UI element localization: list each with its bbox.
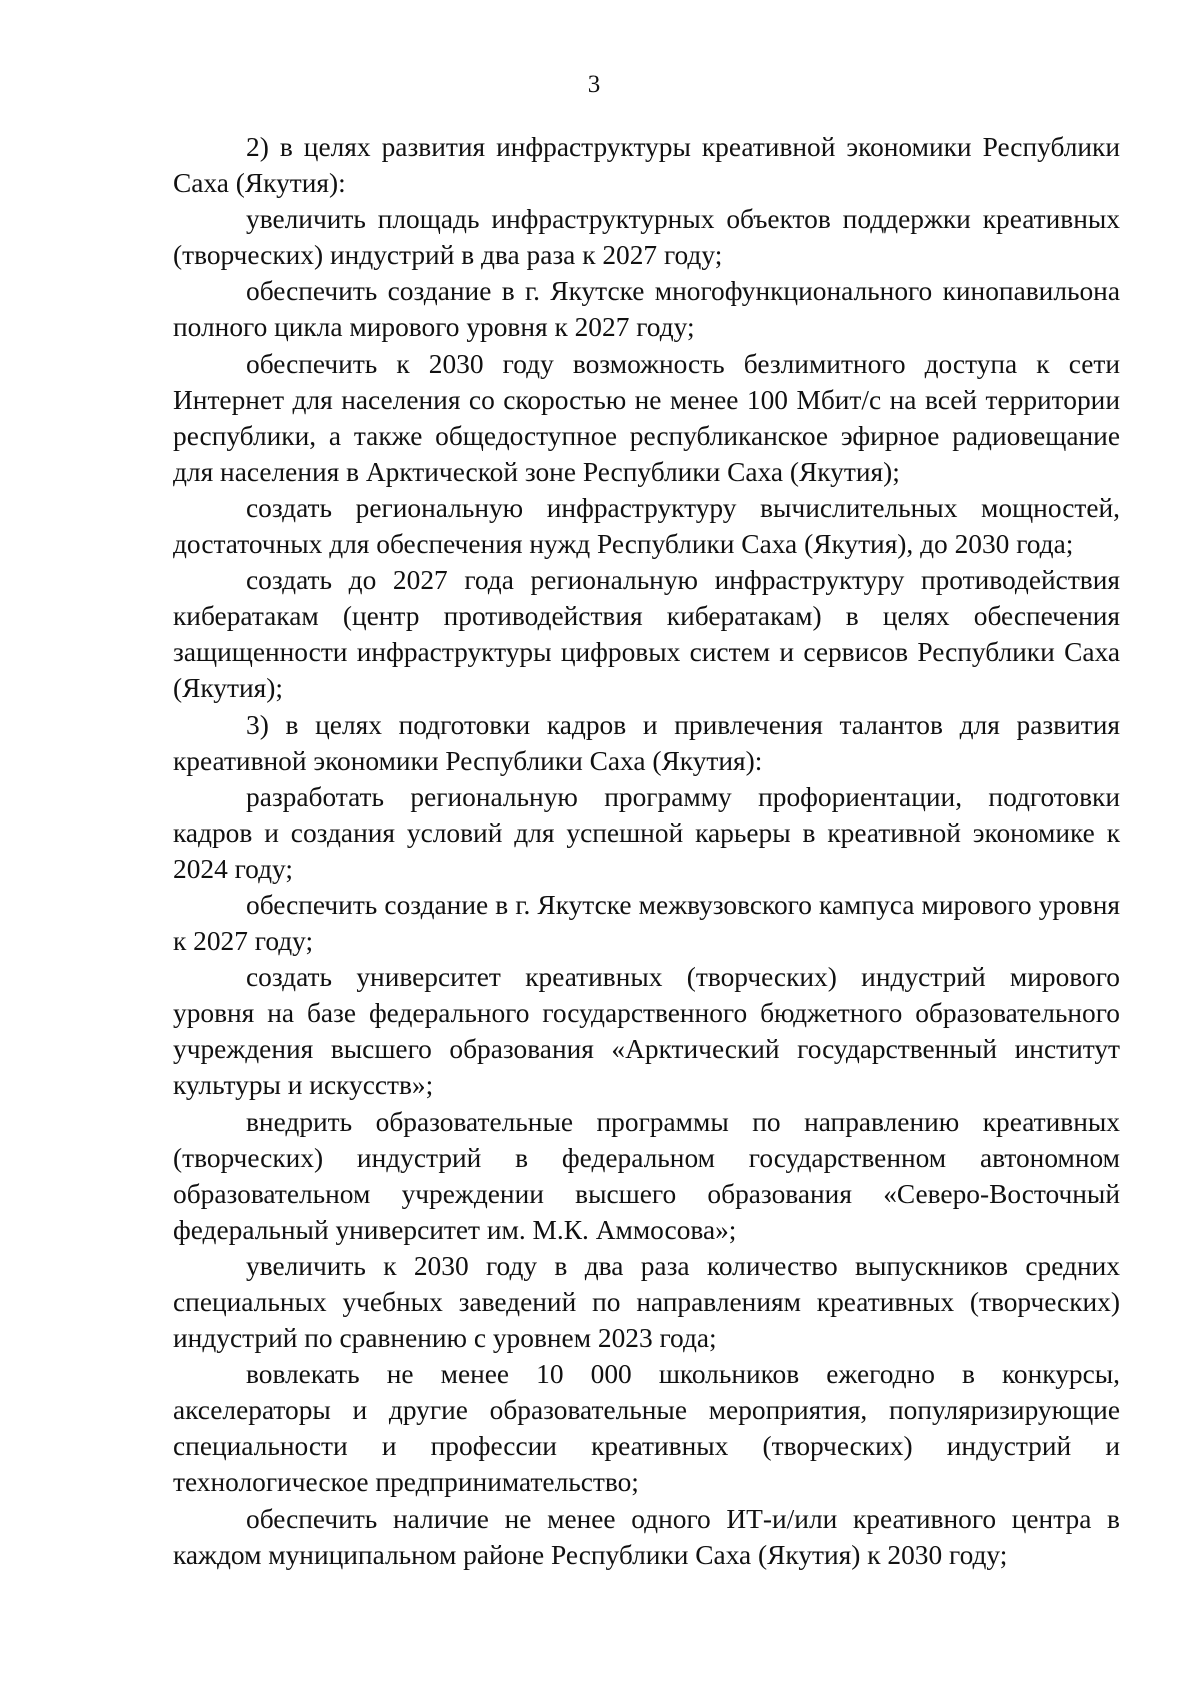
paragraph: увеличить к 2030 году в два раза количество выпускников средних специальных учебных заведений по направлениям креативных (творческих) индустрий по сравнению с уровнем 2023 года;: [173, 1250, 1120, 1354]
paragraph: разработать региональную программу профориентации, подготовки кадров и создания условий для успешной карьеры в креативной экономике к 2024 году;: [173, 781, 1120, 884]
page-number: 3: [587, 71, 601, 98]
paragraph: обеспечить наличие не менее одного ИТ-и/или креативного центра в каждом муниципальном районе Республики Саха (Якутия) к 2030 году;: [173, 1503, 1120, 1570]
paragraph: создать до 2027 года региональную инфраструктуру противодействия кибератакам (центр противодействия кибератакам) в целях обеспечения защищенности инфраструктуры цифровых систем и сервисов Республики Саха (Якутия);: [173, 565, 1120, 704]
paragraph: обеспечить к 2030 году возможность безлимитного доступа к сети Интернет для населения со скоростью не менее 100 Мбит/с на всей территории республики, а также общедоступное республиканское эфирное радиовещание для населения в Арктической зоне Республики Саха (Якутия);: [173, 348, 1120, 487]
paragraph: 2) в целях развития инфраструктуры креативной экономики Республики Саха (Якутия):: [173, 132, 1120, 199]
paragraph: увеличить площадь инфраструктурных объектов поддержки креативных (творческих) индустрий в два раза к 2027 году;: [173, 204, 1120, 271]
paragraph: 3) в целях подготовки кадров и привлечения талантов для развития креативной экономики Республики Саха (Якутия):: [173, 709, 1120, 776]
paragraph: создать университет креативных (творческих) индустрий мирового уровня на базе федерального государственного бюджетного образовательного учреждения высшего образования «Арктический государственный институт культуры и искусств»;: [173, 962, 1120, 1101]
paragraph: создать региональную инфраструктуру вычислительных мощностей, достаточных для обеспечения нужд Республики Саха (Якутия), до 2030 года;: [173, 492, 1120, 560]
paragraph: внедрить образовательные программы по направлению креативных (творческих) индустрий в федеральном государственном автономном образовательном учреждении высшего образования «Северо-Восточный федеральный университет им. М.К. Аммосова»;: [173, 1106, 1120, 1245]
paragraph: обеспечить создание в г. Якутске межвузовского кампуса мирового уровня к 2027 году;: [173, 889, 1120, 957]
document-body: [173, 129, 1120, 1573]
paragraph: обеспечить создание в г. Якутске многофункционального кинопавильона полного цикла мирового уровня к 2027 году;: [173, 276, 1120, 343]
paragraph: вовлекать не менее 10 000 школьников ежегодно в конкурсы, акселераторы и другие образовательные мероприятия, популяризирующие специальности и профессии креативных (творческих) индустрий и технологическое предпринимательство;: [173, 1359, 1120, 1498]
